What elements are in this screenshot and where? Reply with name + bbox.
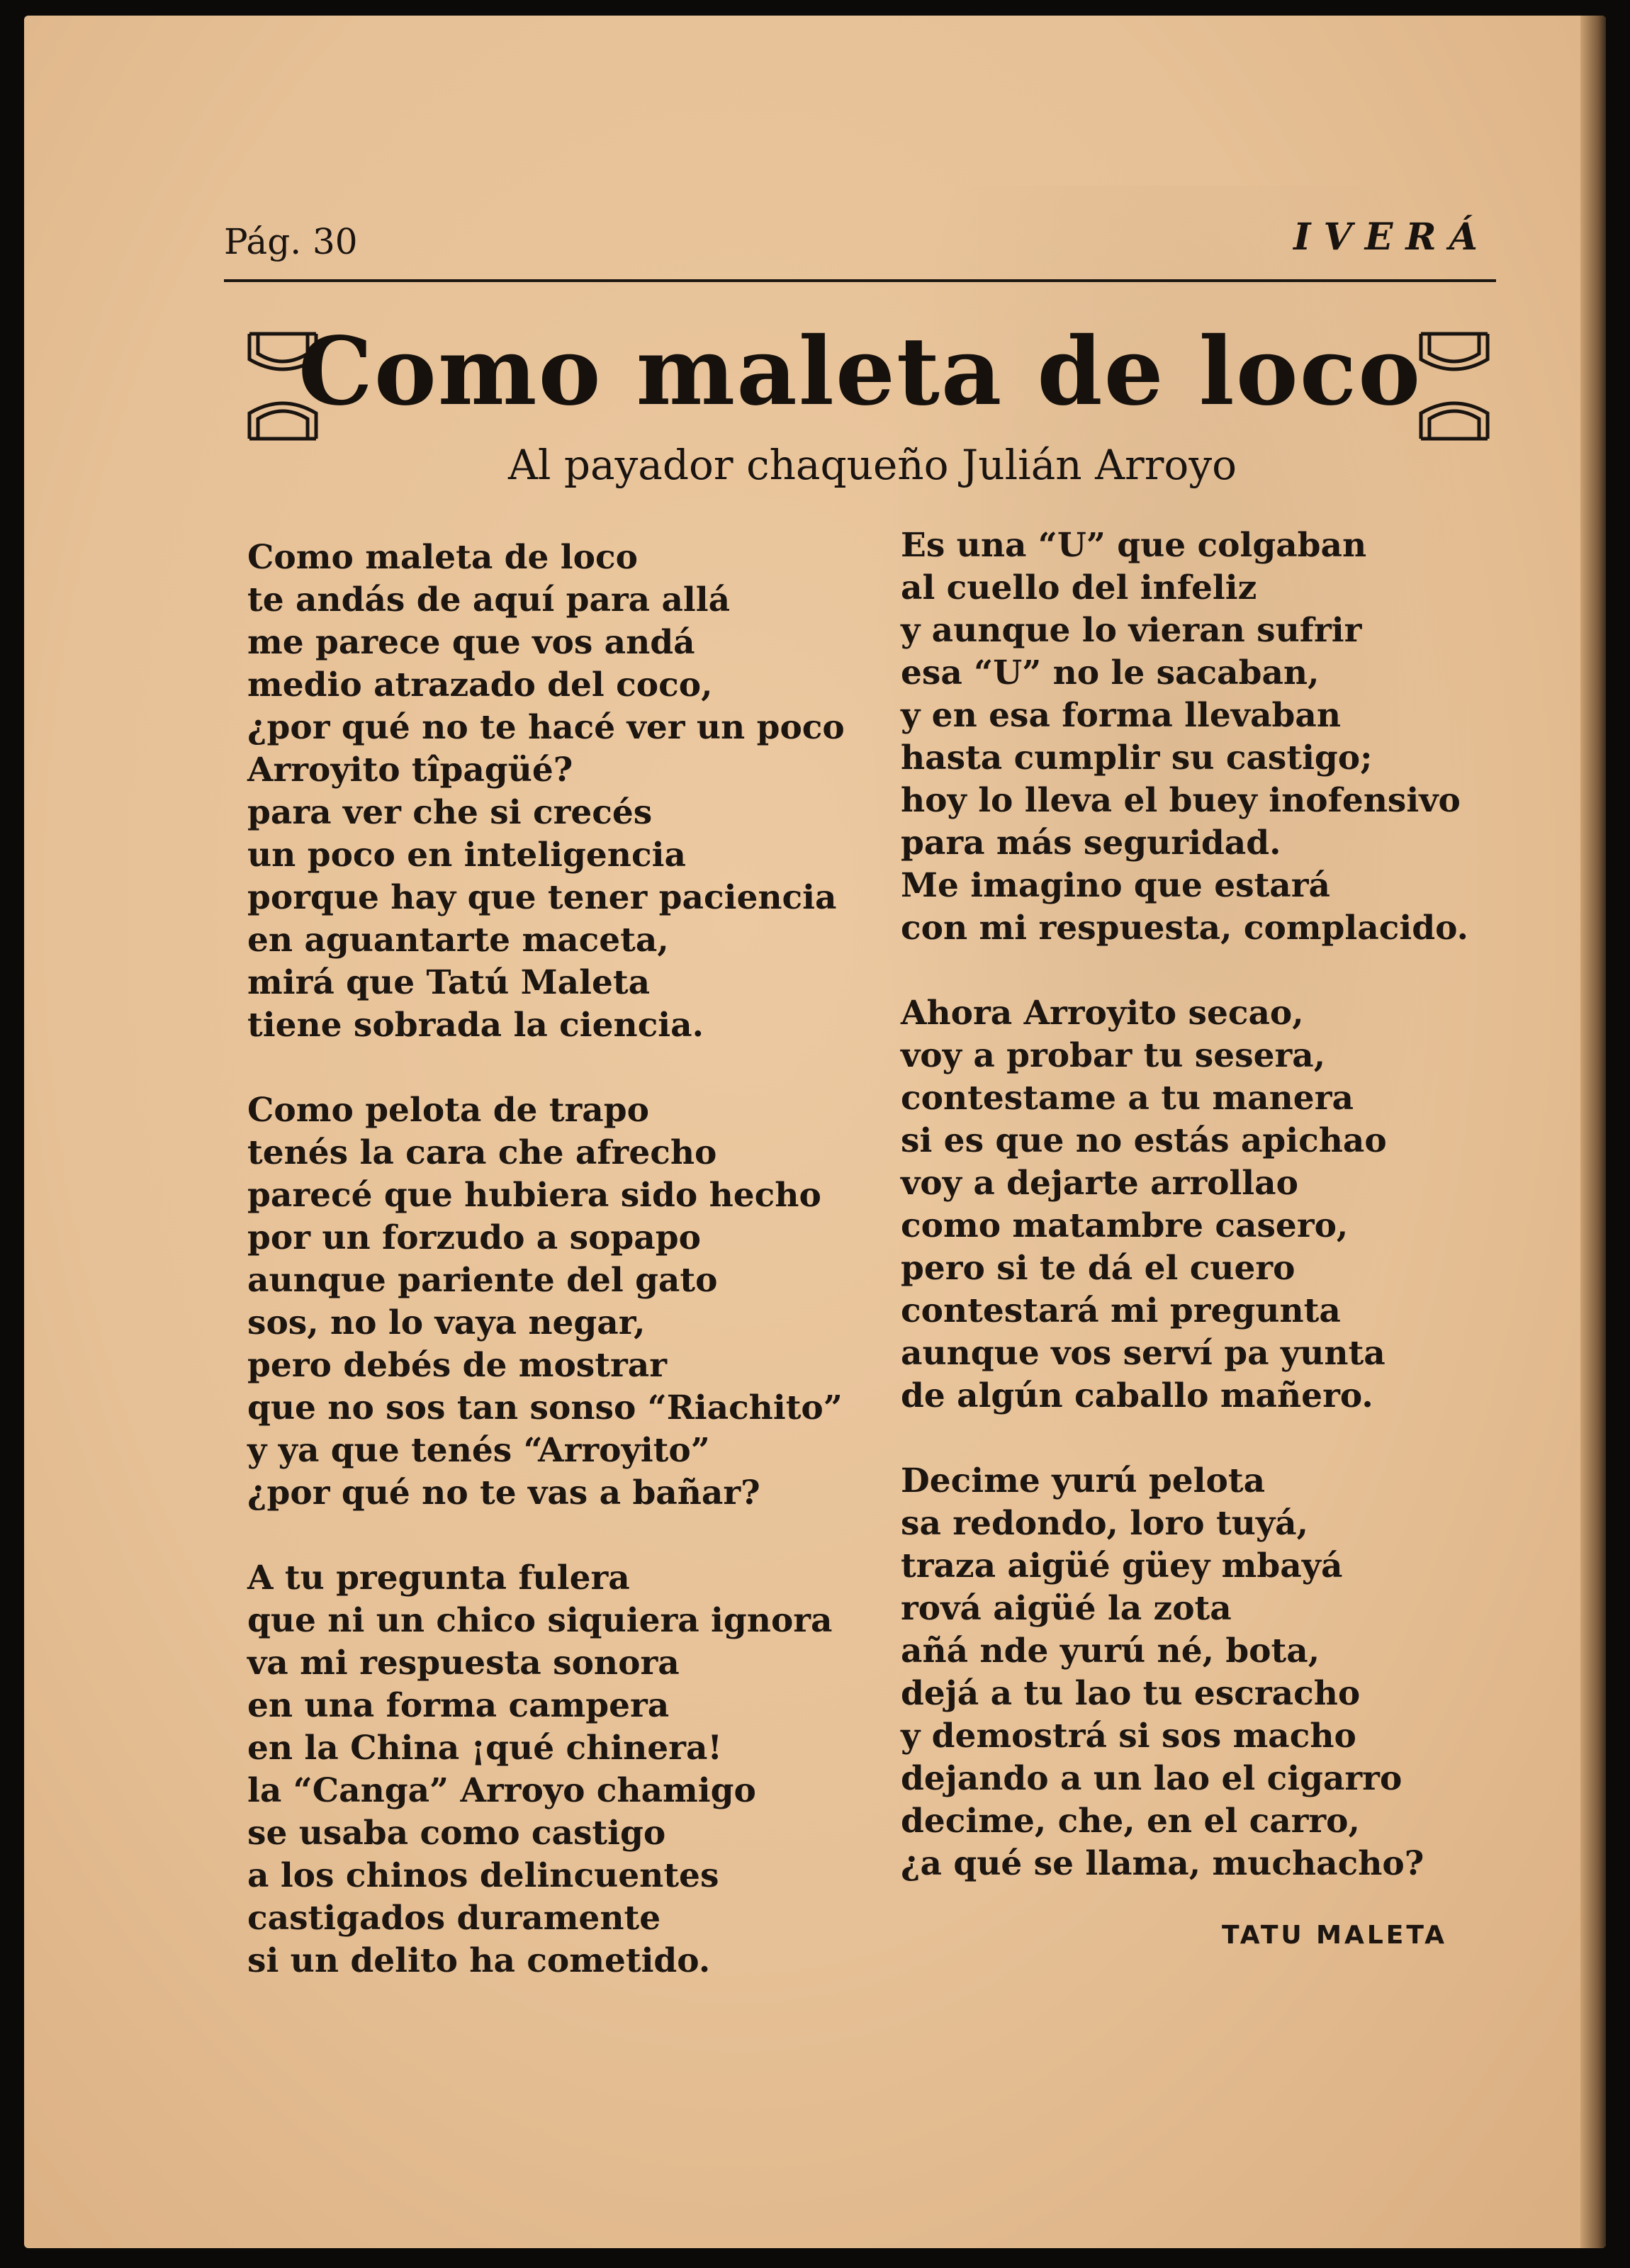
magazine-page bbox=[24, 16, 1606, 2248]
poem-line: hoy lo lleva el buey inofensivo bbox=[901, 781, 1461, 820]
poem-line: Arroyito tîpagüé? bbox=[247, 751, 573, 790]
poem-line: que ni un chico siquiera ignora bbox=[247, 1601, 833, 1640]
poem-title: Como maleta de loco bbox=[298, 317, 1422, 427]
poem-dedication: Al payador chaqueño Julián Arroyo bbox=[507, 441, 1237, 489]
poem-line: Me imagino que estará bbox=[901, 866, 1330, 905]
stanza bbox=[901, 524, 1517, 950]
poem-line: hasta cumplir su castigo; bbox=[901, 739, 1373, 777]
magazine-name: IVERÁ bbox=[1293, 215, 1490, 259]
poem-line: parecé que hubiera sido hecho bbox=[247, 1176, 821, 1215]
poem-line: a los chinos delincuentes bbox=[247, 1856, 719, 1895]
poem-line: la “Canga” Arroyo chamigo bbox=[247, 1771, 756, 1810]
poem-line: decime, che, en el carro, bbox=[901, 1802, 1360, 1841]
poem-line: esa “U” no le sacaban, bbox=[901, 653, 1320, 692]
poem-line: me parece que vos andá bbox=[247, 623, 695, 662]
poem-left-column bbox=[247, 537, 885, 2025]
poem-line: y demostrá si sos macho bbox=[901, 1717, 1356, 1756]
poem-line: si es que no estás apichao bbox=[901, 1121, 1387, 1160]
poem-line: Como pelota de trapo bbox=[247, 1091, 649, 1130]
poem-line: sos, no lo vaya negar, bbox=[247, 1303, 646, 1342]
poem-line: que no sos tan sonso “Riachito” bbox=[247, 1388, 843, 1427]
poem-line: para más seguridad. bbox=[901, 824, 1281, 863]
poem-line: al cuello del infeliz bbox=[901, 568, 1257, 607]
poem-line: ¿por qué no te vas a bañar? bbox=[247, 1473, 760, 1512]
poem-line: contestame a tu manera bbox=[901, 1079, 1354, 1118]
stanza bbox=[901, 1460, 1517, 1885]
poem-line: añá nde yurú né, bota, bbox=[901, 1632, 1320, 1671]
author-signature: TATU MALETA bbox=[1222, 1921, 1447, 1950]
poem-line: en la China ¡qué chinera! bbox=[247, 1729, 723, 1768]
poem-line: sa redondo, loro tuyá, bbox=[901, 1504, 1308, 1543]
poem-line: ¿por qué no te hacé ver un poco bbox=[247, 708, 845, 747]
poem-line: para ver che si crecés bbox=[247, 793, 653, 832]
stanza bbox=[247, 1557, 885, 1982]
poem-line: traza aigüé güey mbayá bbox=[901, 1546, 1343, 1585]
poem-line: un poco en inteligencia bbox=[247, 836, 686, 875]
poem-line: Decime yurú pelota bbox=[901, 1461, 1266, 1500]
poem-line: te andás de aquí para allá bbox=[247, 580, 731, 619]
stanza bbox=[247, 537, 885, 1047]
page-number: Pág. 30 bbox=[224, 221, 358, 262]
poem-line: y en esa forma llevaban bbox=[901, 696, 1342, 735]
page-edge bbox=[1580, 16, 1606, 2248]
poem-line: en una forma campera bbox=[247, 1686, 670, 1725]
poem-line: Es una “U” que colgaban bbox=[901, 526, 1367, 565]
poem-line: aunque pariente del gato bbox=[247, 1261, 718, 1300]
poem-line: con mi respuesta, complacido. bbox=[901, 909, 1468, 948]
poem-line: va mi respuesta sonora bbox=[247, 1644, 680, 1683]
poem-line: y ya que tenés “Arroyito” bbox=[247, 1431, 710, 1470]
poem-line: porque hay que tener paciencia bbox=[247, 878, 837, 917]
poem-line: voy a probar tu sesera, bbox=[901, 1036, 1326, 1075]
poem-line: ¿a qué se llama, muchacho? bbox=[901, 1844, 1424, 1883]
poem-line: aunque vos serví pa yunta bbox=[901, 1334, 1386, 1373]
poem-line: en aguantarte maceta, bbox=[247, 921, 669, 960]
poem-line: tiene sobrada la ciencia. bbox=[247, 1006, 704, 1045]
poem-line: Ahora Arroyito secao, bbox=[901, 994, 1304, 1033]
poem-line: por un forzudo a sopapo bbox=[247, 1218, 701, 1257]
poem-line: rová aigüé la zota bbox=[901, 1589, 1232, 1628]
title-row bbox=[224, 317, 1496, 459]
poem-right-column bbox=[901, 524, 1517, 1928]
poem-line: mirá que Tatú Maleta bbox=[247, 963, 651, 1002]
decorative-ornament-icon bbox=[1415, 330, 1493, 443]
poem-line: dejá a tu lao tu escracho bbox=[901, 1674, 1361, 1713]
stanza bbox=[901, 992, 1517, 1418]
poem-line: tenés la cara che afrecho bbox=[247, 1133, 717, 1172]
poem-line: A tu pregunta fulera bbox=[247, 1559, 630, 1598]
poem-line: de algún caballo mañero. bbox=[901, 1376, 1373, 1415]
stanza bbox=[247, 1089, 885, 1515]
poem-line: como matambre casero, bbox=[901, 1206, 1349, 1245]
poem-line: pero si te dá el cuero bbox=[901, 1249, 1295, 1288]
poem-line: castigados duramente bbox=[247, 1899, 661, 1938]
poem-line: se usaba como castigo bbox=[247, 1814, 666, 1853]
poem-line: y aunque lo vieran sufrir bbox=[901, 611, 1362, 650]
page-header bbox=[224, 201, 1496, 282]
poem-line: dejando a un lao el cigarro bbox=[901, 1759, 1403, 1798]
poem-line: medio atrazado del coco, bbox=[247, 666, 713, 704]
poem-line: contestará mi pregunta bbox=[901, 1291, 1341, 1330]
poem-line: pero debés de mostrar bbox=[247, 1346, 667, 1385]
poem-line: Como maleta de loco bbox=[247, 538, 638, 577]
poem-line: voy a dejarte arrollao bbox=[901, 1164, 1298, 1203]
poem-line: si un delito ha cometido. bbox=[247, 1941, 711, 1980]
